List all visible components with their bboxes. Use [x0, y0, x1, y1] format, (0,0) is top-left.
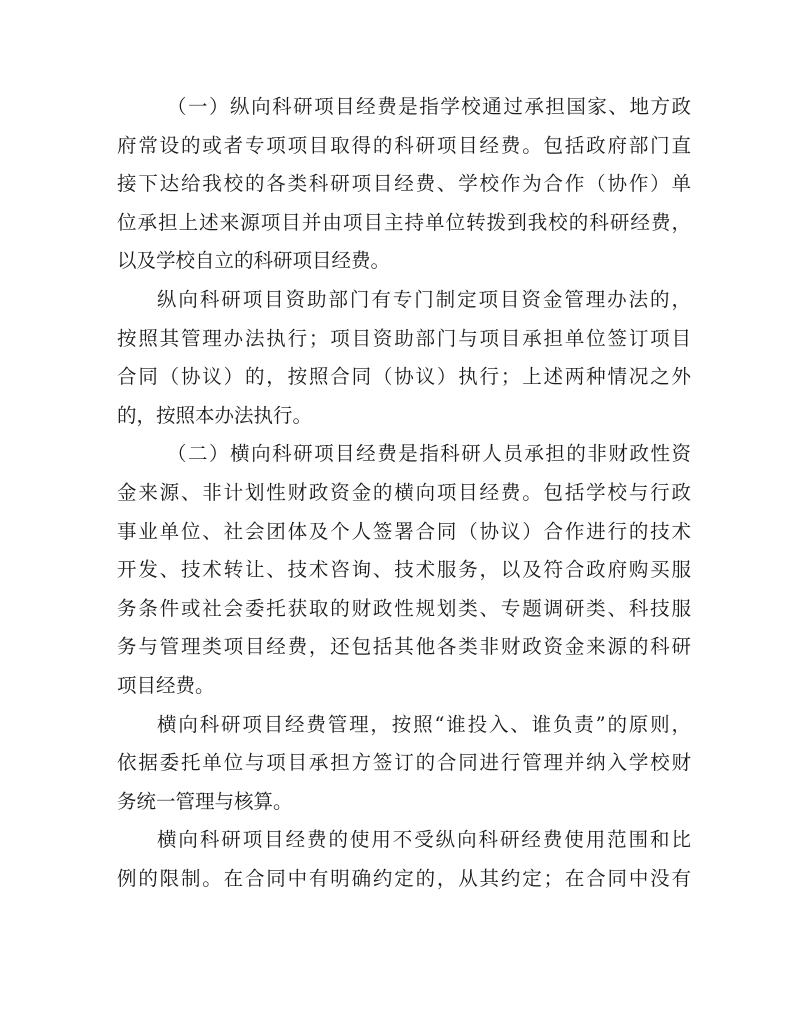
- para-3-line-1: （二）横向科研项目经费是指科研人员承担的非财政性资: [167, 442, 691, 466]
- document-body: [117, 88, 691, 898]
- para-3-line-2: 金来源、非计划性财政资金的横向项目经费。包括学校与行政: [117, 480, 691, 504]
- para-2-line-4: 的，按照本办法执行。: [117, 403, 313, 427]
- para-3-line-5: 务条件或社会委托获取的财政性规划类、专题调研类、科技服: [117, 596, 691, 620]
- para-1-line-2: 府常设的或者专项项目取得的科研项目经费。包括政府部门直: [117, 133, 691, 157]
- para-3-line-4: 开发、技术转让、技术咨询、技术服务，以及符合政府购买服: [117, 558, 691, 582]
- para-2-line-2: 按照其管理办法执行；项目资助部门与项目承担单位签订项目: [117, 326, 691, 350]
- para-4-line-3: 务统一管理与核算。: [117, 789, 293, 813]
- para-1-line-4: 位承担上述来源项目并由项目主持单位转拨到我校的科研经费，: [117, 210, 691, 234]
- para-1-line-3: 接下达给我校的各类科研项目经费、学校作为合作（协作）单: [117, 172, 691, 196]
- para-2-line-1: 纵向科研项目资助部门有专门制定项目资金管理办法的，: [157, 287, 691, 311]
- para-5-line-1: 横向科研项目经费的使用不受纵向科研经费使用范围和比: [157, 828, 691, 852]
- para-4-line-2: 依据委托单位与项目承担方签订的合同进行管理并纳入学校财: [117, 751, 691, 775]
- para-1-line-1: （一）纵向科研项目经费是指学校通过承担国家、地方政: [167, 95, 691, 118]
- para-3-line-3: 事业单位、社会团体及个人签署合同（协议）合作进行的技术: [117, 519, 691, 543]
- para-1-line-5: 以及学校自立的科研项目经费。: [117, 249, 391, 273]
- para-4-line-1: 横向科研项目经费管理，按照“谁投入、谁负责”的原则，: [157, 712, 691, 736]
- para-3-line-7: 项目经费。: [117, 673, 215, 697]
- para-3-line-6: 务与管理类项目经费，还包括其他各类非财政资金来源的科研: [117, 635, 691, 659]
- para-2-line-3: 合同（协议）的，按照合同（协议）执行；上述两种情况之外: [117, 365, 691, 389]
- para-5-line-2: 例的限制。在合同中有明确约定的，从其约定；在合同中没有: [117, 866, 691, 890]
